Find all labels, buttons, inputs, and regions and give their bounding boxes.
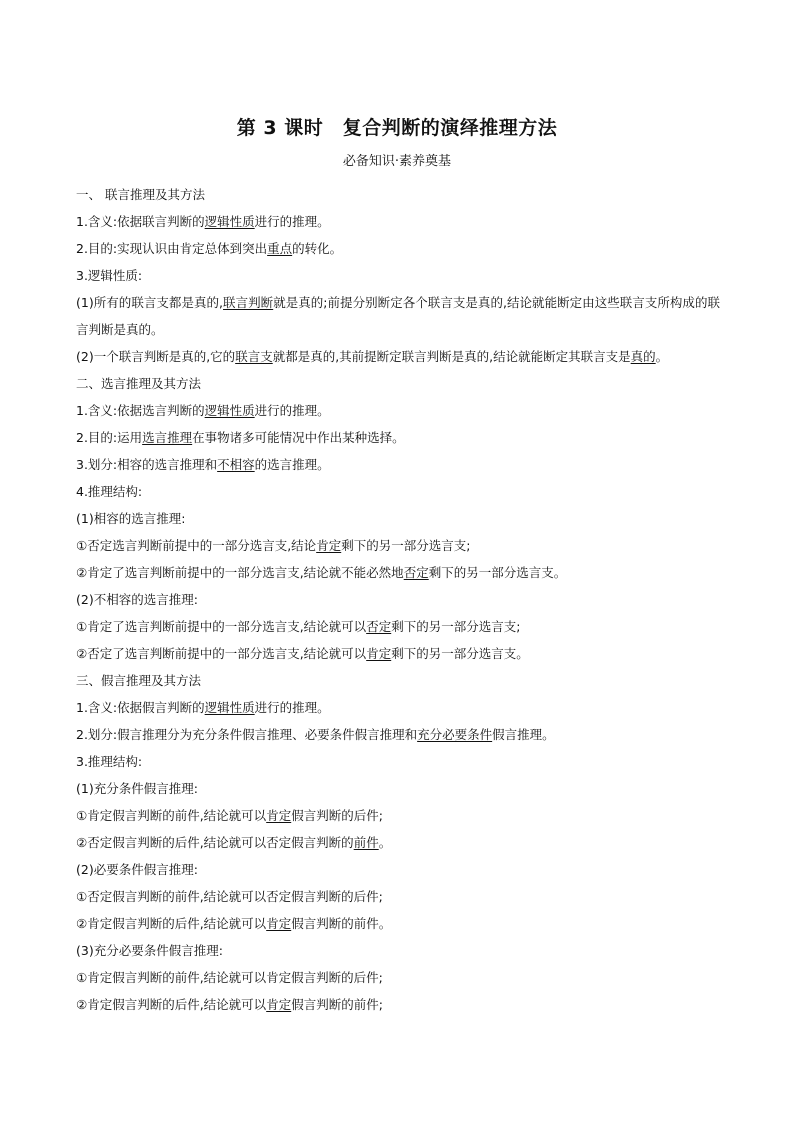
text-segment: 三、假言推理及其方法 <box>76 673 202 688</box>
text-segment: 。 <box>655 349 669 364</box>
underlined-term: 肯定 <box>266 997 292 1012</box>
underlined-term: 联言支 <box>235 349 273 364</box>
text-segment: 1.含义:依据假言判断的 <box>76 700 205 715</box>
text-segment: 4.推理结构: <box>76 484 143 499</box>
text-segment: (2)一个联言判断是真的,它的 <box>76 349 236 364</box>
text-line <box>76 532 720 559</box>
text-segment: 剩下的另一部分选言支; <box>391 619 521 634</box>
text-segment: 2.目的:运用 <box>76 430 143 445</box>
text-segment: 2.目的:实现认识由肯定总体到突出 <box>76 241 268 256</box>
text-line <box>76 559 720 586</box>
text-line <box>76 613 720 640</box>
text-segment: 假言推理。 <box>492 727 555 742</box>
text-segment: 1.含义:依据选言判断的 <box>76 403 205 418</box>
underlined-term: 联言判断 <box>223 295 274 310</box>
text-segment: 进行的推理。 <box>254 403 330 418</box>
text-segment: 3.推理结构: <box>76 754 143 769</box>
text-segment: ①肯定假言判断的前件,结论就可以 <box>76 808 267 823</box>
text-line <box>76 883 720 910</box>
text-line <box>76 181 720 208</box>
text-segment: 就都是真的,其前提断定联言判断是真的,结论就能断定其联言支是 <box>272 349 631 364</box>
underlined-term: 前件 <box>353 835 379 850</box>
underlined-term: 否定 <box>403 565 429 580</box>
text-segment: 3.逻辑性质: <box>76 268 143 283</box>
text-line <box>76 397 720 424</box>
text-segment: 剩下的另一部分选言支; <box>341 538 471 553</box>
text-line <box>76 424 720 451</box>
text-segment: 就是真的;前提分别断定各个联言支是真的,结论就能断定由这些联言支所构成的联言判断是真的。 <box>76 295 720 337</box>
text-segment: ①否定选言判断前提中的一部分选言支,结论 <box>76 538 317 553</box>
text-segment: 进行的推理。 <box>254 214 330 229</box>
document-body <box>76 181 720 1018</box>
text-segment: 一、 联言推理及其方法 <box>76 187 205 202</box>
underlined-term: 不相容 <box>217 457 255 472</box>
text-segment: ②否定了选言判断前提中的一部分选言支,结论就可以 <box>76 646 367 661</box>
text-line <box>76 991 720 1018</box>
underlined-term: 重点 <box>267 241 293 256</box>
text-line <box>76 937 720 964</box>
text-segment: ②否定假言判断的后件,结论就可以否定假言判断的 <box>76 835 354 850</box>
text-line <box>76 262 720 289</box>
text-line <box>76 451 720 478</box>
text-segment: 在事物诸多可能情况中作出某种选择。 <box>192 430 405 445</box>
text-line <box>76 748 720 775</box>
text-line <box>76 235 720 262</box>
text-line <box>76 370 720 397</box>
text-segment: (1)相容的选言推理: <box>76 511 186 526</box>
underlined-term: 否定 <box>366 619 392 634</box>
text-segment: ①肯定了选言判断前提中的一部分选言支,结论就可以 <box>76 619 367 634</box>
text-line <box>76 721 720 748</box>
text-line <box>76 640 720 667</box>
underlined-term: 肯定 <box>366 646 392 661</box>
text-segment: ①否定假言判断的前件,结论就可以否定假言判断的后件; <box>76 889 383 904</box>
underlined-term: 逻辑性质 <box>204 700 255 715</box>
text-line <box>76 829 720 856</box>
text-line <box>76 910 720 937</box>
page-subtitle: 必备知识·素养奠基 <box>342 154 452 169</box>
text-line <box>76 856 720 883</box>
text-line <box>76 667 720 694</box>
underlined-term: 选言推理 <box>142 430 193 445</box>
text-segment: 二、选言推理及其方法 <box>76 376 202 391</box>
text-line <box>76 208 720 235</box>
text-segment: 进行的推理。 <box>254 700 330 715</box>
underlined-term: 真的 <box>630 349 656 364</box>
text-segment: 的选言推理。 <box>254 457 330 472</box>
text-segment: 2.划分:假言推理分为充分条件假言推理、必要条件假言推理和 <box>76 727 418 742</box>
text-segment: (1)所有的联言支都是真的, <box>76 295 224 310</box>
text-line <box>76 343 720 370</box>
text-segment: 。 <box>378 835 392 850</box>
text-segment: ②肯定假言判断的后件,结论就可以 <box>76 916 267 931</box>
text-line <box>76 478 720 505</box>
text-segment: 假言判断的前件。 <box>291 916 392 931</box>
text-segment: (2)不相容的选言推理: <box>76 592 198 607</box>
text-line <box>76 586 720 613</box>
underlined-term: 肯定 <box>266 808 292 823</box>
text-segment: 的转化。 <box>292 241 343 256</box>
underlined-term: 肯定 <box>266 916 292 931</box>
underlined-term: 肯定 <box>316 538 342 553</box>
underlined-term: 逻辑性质 <box>204 214 255 229</box>
text-line <box>76 694 720 721</box>
text-segment: ②肯定假言判断的后件,结论就可以 <box>76 997 267 1012</box>
page-title: 第 3 课时 复合判断的演绎推理方法 <box>236 117 558 139</box>
text-segment: 剩下的另一部分选言支。 <box>428 565 567 580</box>
text-line <box>76 775 720 802</box>
text-segment: 3.划分:相容的选言推理和 <box>76 457 218 472</box>
text-segment: (3)充分必要条件假言推理: <box>76 943 223 958</box>
text-segment: 假言判断的后件; <box>291 808 383 823</box>
text-segment: 假言判断的前件; <box>291 997 383 1012</box>
text-segment: ①肯定假言判断的前件,结论就可以肯定假言判断的后件; <box>76 970 383 985</box>
text-line <box>76 802 720 829</box>
text-segment: 1.含义:依据联言判断的 <box>76 214 205 229</box>
text-line <box>76 289 720 343</box>
underlined-term: 逻辑性质 <box>204 403 255 418</box>
text-segment: (1)充分条件假言推理: <box>76 781 198 796</box>
text-segment: ②肯定了选言判断前提中的一部分选言支,结论就不能必然地 <box>76 565 404 580</box>
text-segment: 剩下的另一部分选言支。 <box>391 646 529 661</box>
underlined-term: 充分必要条件 <box>417 727 493 742</box>
text-line <box>76 964 720 991</box>
text-line <box>76 505 720 532</box>
text-segment: (2)必要条件假言推理: <box>76 862 198 877</box>
